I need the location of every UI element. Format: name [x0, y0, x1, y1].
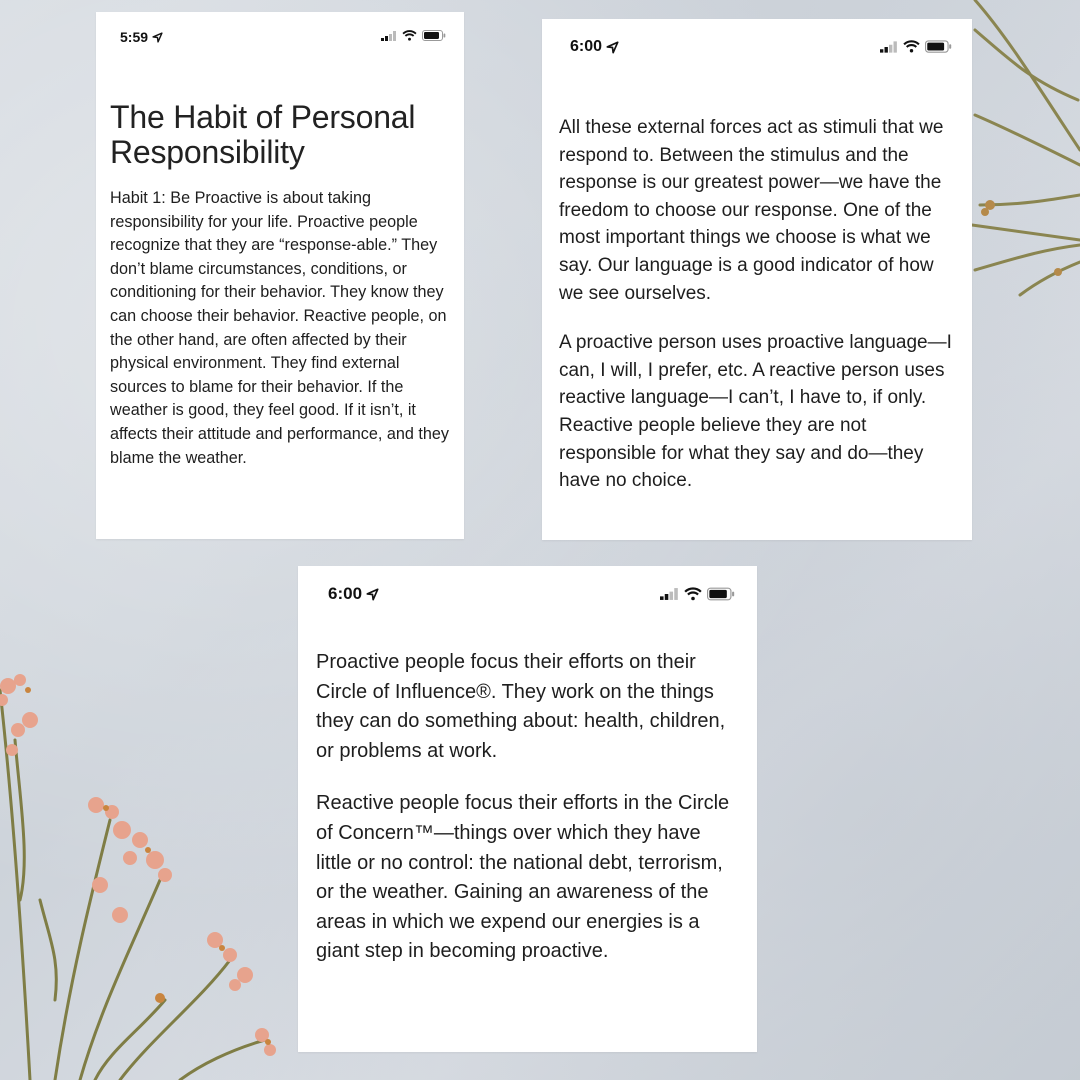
battery-icon: [422, 30, 446, 41]
screenshot-card-habit-intro: [96, 12, 464, 539]
paragraph: Proactive people focus their efforts on their Circle of Influence®. They work on the things they can do something about: health, children, or problems at work.: [316, 651, 726, 762]
status-icons: [880, 40, 952, 53]
battery-icon: [925, 40, 952, 53]
paragraph: Reactive people focus their efforts in the Circle of Concern™—things over which they have little or no control: the national debt, terrorism, or the weather. Gaining an awareness of the areas in which we expend our energies is a giant step in becoming proactive.: [316, 792, 730, 963]
location-arrow-icon: [152, 32, 163, 43]
status-time: 6:00: [570, 38, 619, 56]
wifi-icon: [402, 30, 417, 41]
signal-icon: [660, 588, 679, 600]
location-arrow-icon: [606, 41, 619, 54]
page-title: The Habit of Personal Responsibility: [110, 99, 416, 170]
status-time: 6:00: [328, 584, 379, 604]
paragraph: A proactive person uses proactive language—I can, I will, I prefer, etc. A reactive person uses reactive language—I can’t, I have to, if only. Reactive people believe they are not responsible for what they say and do—they have no choice.: [559, 332, 952, 492]
paragraph: Habit 1: Be Proactive is about taking responsibility for your life. Proactive people recognize that they are “response-able.” They don’t blame circumstances, conditions, or conditioning for their behavior. They know they can choose their behavior. Reactive people, on the other hand, are often affected by their physical environment. They find external sources to blame for their behavior. If the weather is good, they feel good. If it isn’t, it affects their attitude and performance, and they blame the weather.: [110, 189, 449, 467]
signal-icon: [381, 31, 397, 41]
flower-clusters: [0, 674, 276, 1056]
battery-icon: [707, 587, 735, 601]
article-body: [316, 648, 741, 967]
article-body: [559, 114, 959, 495]
wifi-icon: [684, 587, 702, 601]
wifi-icon: [903, 40, 920, 53]
paragraph: All these external forces act as stimuli that we respond to. Between the stimulus and the response is our greatest power—we have the freedom to choose our response. One of the most important things we choose is what we say. Our language is a good indicator of how we see ourselves.: [559, 117, 944, 304]
grass-sprig-top-right: [972, 0, 1080, 295]
status-bar: [96, 27, 464, 47]
status-bar: [298, 584, 757, 604]
screenshot-card-stimulus-response: [542, 19, 972, 540]
status-time: 5:59: [120, 29, 163, 45]
article-body: [110, 187, 455, 470]
status-icons: [381, 30, 446, 41]
status-icons: [660, 587, 735, 601]
flower-stems-bottom-left: [0, 690, 265, 1080]
screenshot-card-circle-of-influence: [298, 566, 757, 1052]
status-bar: [542, 37, 972, 57]
signal-icon: [880, 41, 898, 53]
location-arrow-icon: [366, 588, 379, 601]
